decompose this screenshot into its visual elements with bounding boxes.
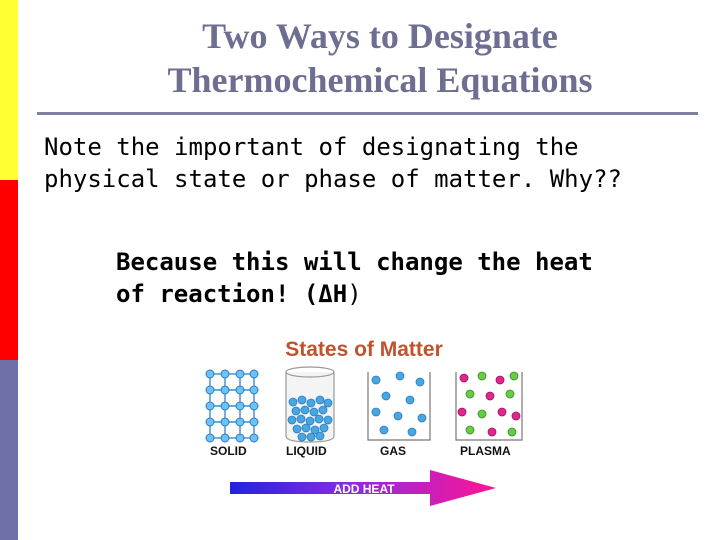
answer-line-1: Because this will change the heat [116, 248, 593, 276]
slide-title-line-1: Two Ways to Designate [202, 16, 558, 56]
note-line-2: physical state or phase of matter. Why?? [44, 165, 622, 193]
slide-title [40, 14, 720, 102]
state-label-liquid: LIQUID [286, 444, 327, 458]
gas-container-icon [368, 372, 430, 440]
figure-title: States of Matter [285, 338, 443, 361]
state-label-solid: SOLID [210, 444, 247, 458]
sidebar-red-block [0, 180, 18, 360]
solid-lattice-icon [206, 370, 258, 442]
liquid-beaker-icon [286, 367, 334, 442]
states-illustration [200, 366, 528, 446]
plasma-container-icon [456, 372, 522, 440]
delta-h-symbol: ΔH [318, 280, 348, 308]
note-paragraph [44, 131, 684, 195]
state-label-plasma: PLASMA [460, 444, 511, 458]
sidebar-purple-block [0, 360, 18, 540]
title-underline [37, 112, 698, 115]
slide-title-line-2: Thermochemical Equations [167, 60, 593, 100]
answer-paragraph [116, 246, 706, 310]
answer-line-2-suffix: ) [347, 280, 362, 308]
states-of-matter-figure [200, 336, 520, 511]
sidebar-yellow-block [0, 0, 18, 180]
state-label-gas: GAS [380, 444, 407, 458]
answer-line-2-prefix: of reaction! ( [116, 280, 319, 308]
note-line-1: Note the important of designating the [44, 133, 579, 161]
add-heat-label: ADD HEAT [333, 482, 395, 496]
add-heat-arrow [230, 468, 530, 510]
answer-line-2 [116, 278, 706, 310]
